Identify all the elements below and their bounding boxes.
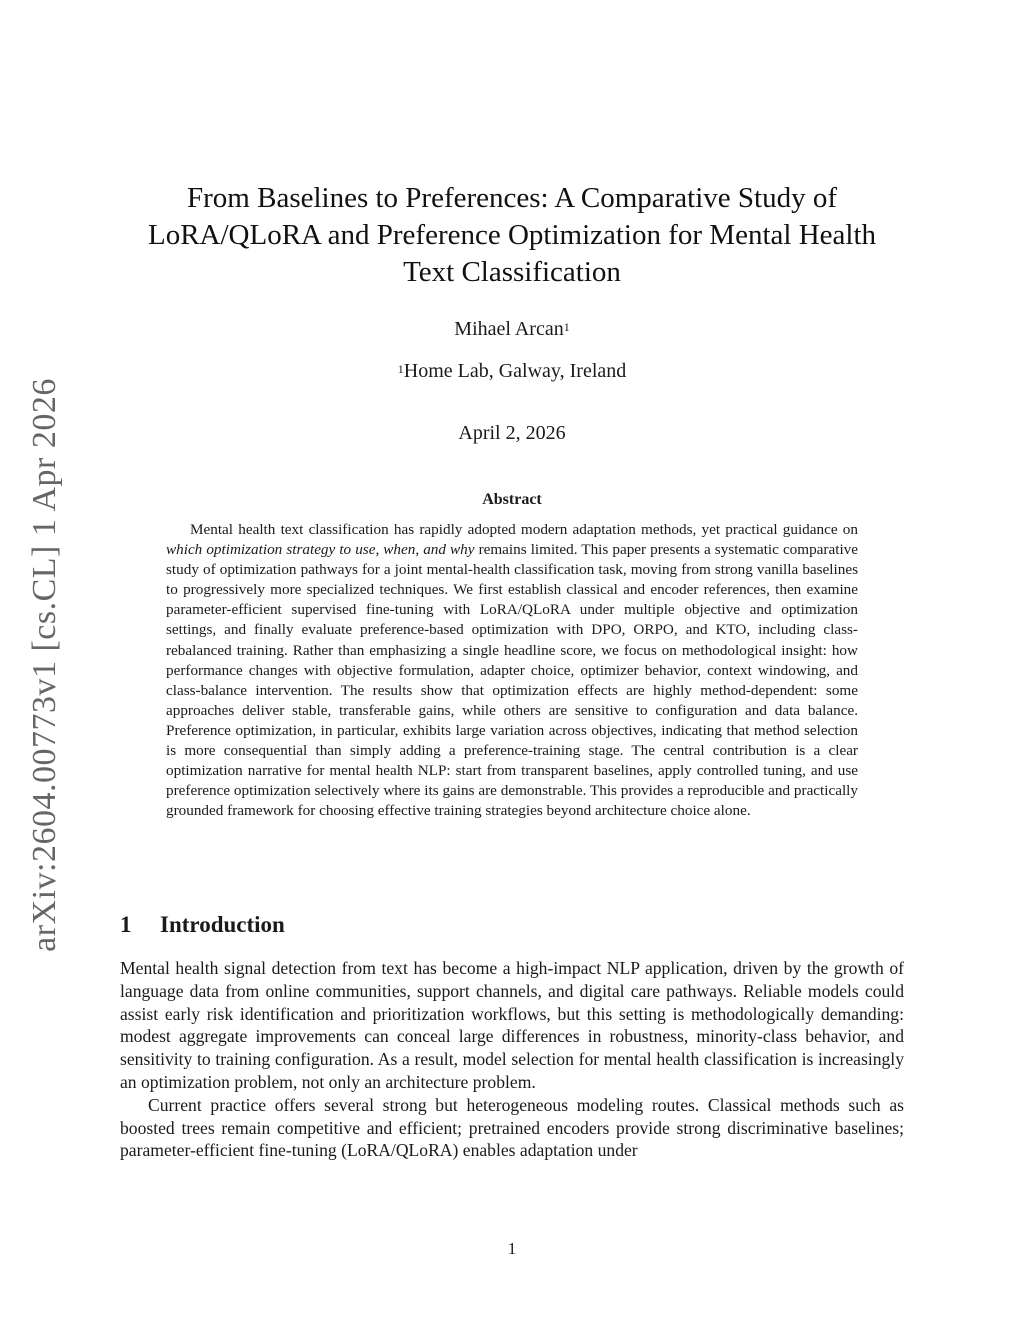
- author: [120, 316, 904, 342]
- title-line-1: From Baselines to Preferences: A Comparative Study of: [187, 182, 837, 214]
- publication-date: April 2, 2026: [458, 422, 566, 444]
- affiliation-text: Home Lab, Galway, Ireland: [403, 360, 627, 382]
- abstract-heading: Abstract: [482, 491, 542, 508]
- affiliation: [120, 358, 904, 384]
- section-title: Introduction: [160, 912, 285, 937]
- abstract-text-part-2: remains limited. This paper presents a systematic comparative study of optimization pathways for a joint mental-health classification task, moving from strong vanilla baselines to progressively more specialized techniques. We first establish classical and encoder references, then examine parameter-efficient supervised fine-tuning with LoRA/QLoRA under multiple objective and optimization settings, and finally evaluate preference-based optimization with DPO, ORPO, and KTO, including class-rebalanced training. Rather than emphasizing a single headline score, we focus on methodological insight: how performance changes with objective formulation, adapter choice, optimizer behavior, context windowing, and class-balance intervention. The results show that optimization effects are highly method-dependent: some approaches deliver stable, transferable gains, while others are sensitive to configuration and data balance. Preference optimization, in particular, exhibits large variation across objectives, indicating that method selection is more consequential than simply adding a preference-training stage. The central contribution is a clear optimization narrative for mental health NLP: start from transparent baselines, apply controlled tuning, and use preference optimization selectively where its gains are demonstrable. This provides a reproducible and practically grounded framework for choosing effective training strategies beyond architecture choice alone.: [166, 541, 858, 820]
- title-line-2: LoRA/QLoRA and Preference Optimization for Mental Health: [147, 219, 877, 251]
- abstract-text-part-1: Mental health text classification has rapidly adopted modern adaptation methods, yet practical guidance on: [190, 521, 858, 538]
- affiliation-marker: 1: [397, 362, 404, 376]
- introduction-body: [120, 957, 904, 1162]
- section-number: 1: [120, 912, 132, 937]
- abstract-body: [166, 520, 858, 821]
- intro-paragraph-2: Current practice offers several strong but heterogeneous modeling routes. Classical methods such as boosted trees remain competitive and efficient; pretrained encoders provide strong discriminative baselines; parameter-efficient fine-tuning (LoRA/QLoRA) enables adaptation under: [120, 1094, 904, 1161]
- arxiv-identifier-stamp: arXiv:2604.00773v1 [cs.CL] 1 Apr 2026: [26, 378, 63, 952]
- author-affiliation-marker: 1: [563, 320, 570, 334]
- page-number: 1: [507, 1239, 517, 1258]
- author-name: Mihael Arcan: [454, 318, 564, 340]
- intro-paragraph-1: Mental health signal detection from text has become a high-impact NLP application, driven by the growth of language data from online communities, support channels, and digital care pathways. Reliable models could assist early risk identification and prioritization workflows, but this setting is methodologically demanding: modest aggregate improvements can conceal large differences in robustness, minority-class behavior, and sensitivity to training configuration. As a result, model selection for mental health classification is increasingly an optimization problem, not only an architecture problem.: [120, 958, 904, 1092]
- abstract-emphasis: which optimization strategy to use, when, and why: [166, 541, 475, 559]
- section-heading-introduction: [120, 910, 904, 940]
- title-line-3: Text Classification: [403, 256, 621, 288]
- paper-title: [120, 180, 904, 291]
